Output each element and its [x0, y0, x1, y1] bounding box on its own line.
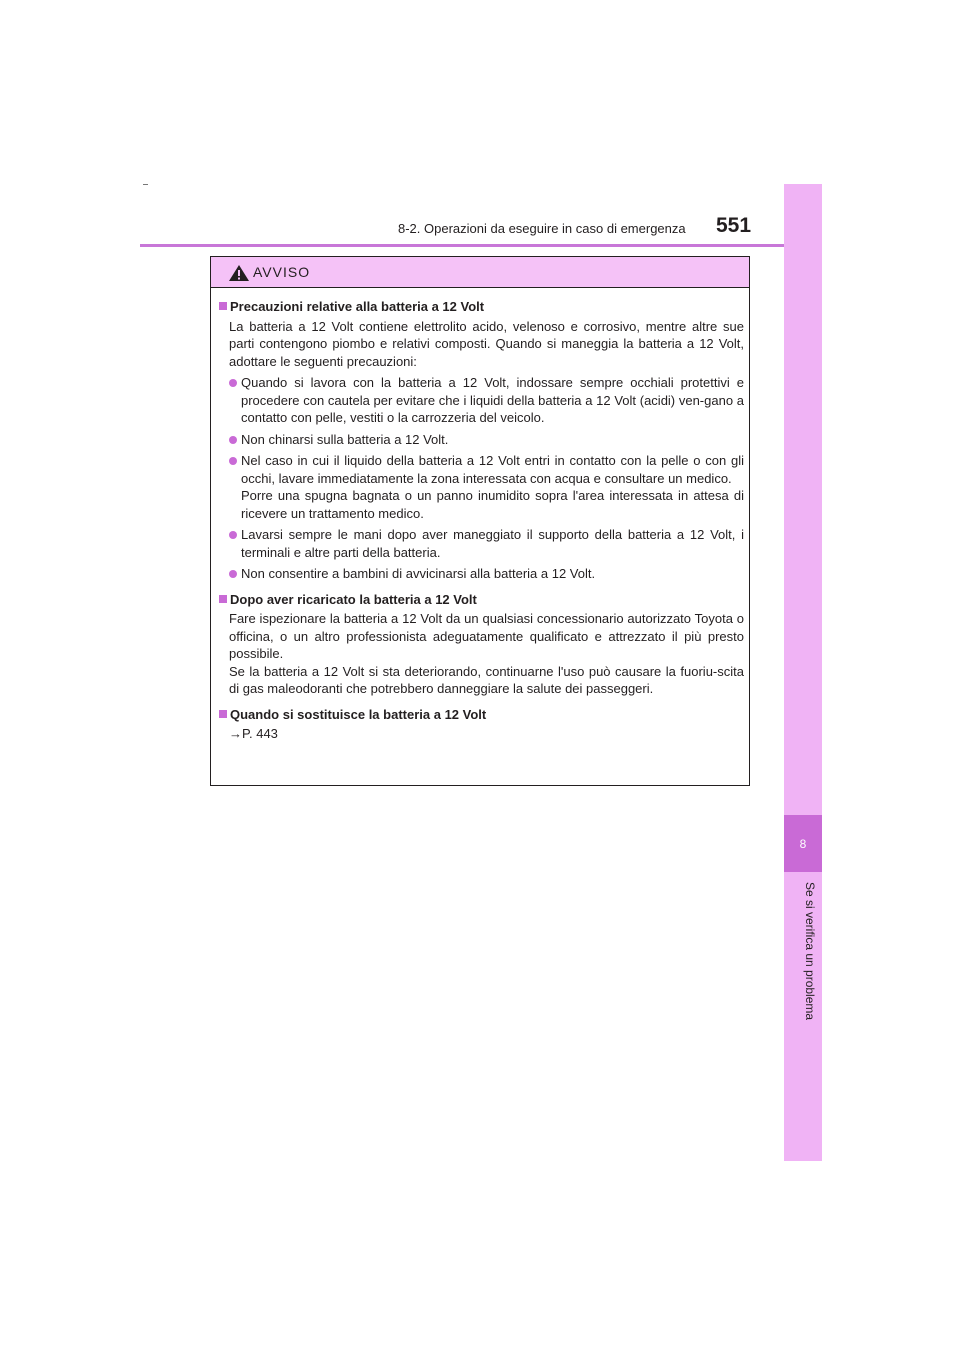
bullet-item: Non consentire a bambini di avvicinarsi alla batteria a 12 Volt.: [219, 565, 744, 583]
warning-title: AVVISO: [253, 264, 311, 280]
page-reference-link[interactable]: →P. 443: [229, 726, 278, 741]
page-mark: [143, 184, 148, 185]
bullet-item: Lavarsi sempre le mani dopo aver maneggiato il supporto della batteria a 12 Volt, i terminali e altre parti della batteria.: [219, 526, 744, 561]
bullet-dot-icon: [229, 531, 237, 539]
warning-box: [210, 256, 750, 786]
section-heading: Dopo aver ricaricato la batteria a 12 Volt: [219, 591, 744, 609]
section-precautions: [219, 298, 744, 583]
bullet-dot-icon: [229, 457, 237, 465]
section-heading: Quando si sostituisce la batteria a 12 Volt: [219, 706, 744, 724]
warning-triangle-icon: [228, 264, 250, 282]
warning-body: [211, 288, 749, 743]
section-replacement: [219, 706, 744, 743]
bullet-item: Nel caso in cui il liquido della batteria a 12 Volt entri in contatto con la pelle o con gli occhi, lavare immediatamente la zona interessata con acqua e consultare un medico. Porre una spugna bagnata o un panno inumidito sopra l'area interessata in attesa di ricevere un trattamento medico.: [219, 452, 744, 522]
square-bullet-icon: [219, 595, 227, 603]
page-number: 551: [716, 214, 752, 237]
warning-header: [211, 257, 749, 288]
section-heading: Precauzioni relative alla batteria a 12 Volt: [219, 298, 744, 316]
header-rule: [140, 244, 822, 247]
bullet-item: Quando si lavora con la batteria a 12 Volt, indossare sempre occhiali protettivi e procedere con cautela per evitare che i liquidi della batteria a 12 Volt (acidi) ven-gano a contatto con pelle, vestiti o la carrozzeria del veicolo.: [219, 374, 744, 427]
running-header: 8-2. Operazioni da eseguire in caso di emergenza: [398, 221, 686, 236]
section-after-recharge: [219, 591, 744, 698]
bullet-dot-icon: [229, 379, 237, 387]
chapter-title: Se si verifica un problema: [803, 882, 817, 1021]
paragraph: La batteria a 12 Volt contiene elettrolito acido, velenoso e corrosivo, mentre altre sue parti contengono piombo e relativi composti. Quando si maneggia la batteria a 12 Volt, adottare le seguenti precauzioni:: [229, 318, 744, 369]
chapter-number: 8: [799, 836, 807, 851]
bullet-dot-icon: [229, 436, 237, 444]
square-bullet-icon: [219, 710, 227, 718]
paragraph: Fare ispezionare la batteria a 12 Volt da un qualsiasi concessionario autorizzato Toyota o officina, o un altro professionista adeguatamente qualificato e attrezzato il più presto possibile. Se la batteria a 12 Volt si sta deteriorando, continuarne l'uso può causare la fuoriu-scita di gas maleodoranti che potrebbero danneggiare la salute dei passeggeri.: [229, 611, 744, 696]
chapter-number-tab: [784, 815, 822, 872]
bullet-dot-icon: [229, 570, 237, 578]
bullet-item: Non chinarsi sulla batteria a 12 Volt.: [219, 431, 744, 449]
square-bullet-icon: [219, 302, 227, 310]
